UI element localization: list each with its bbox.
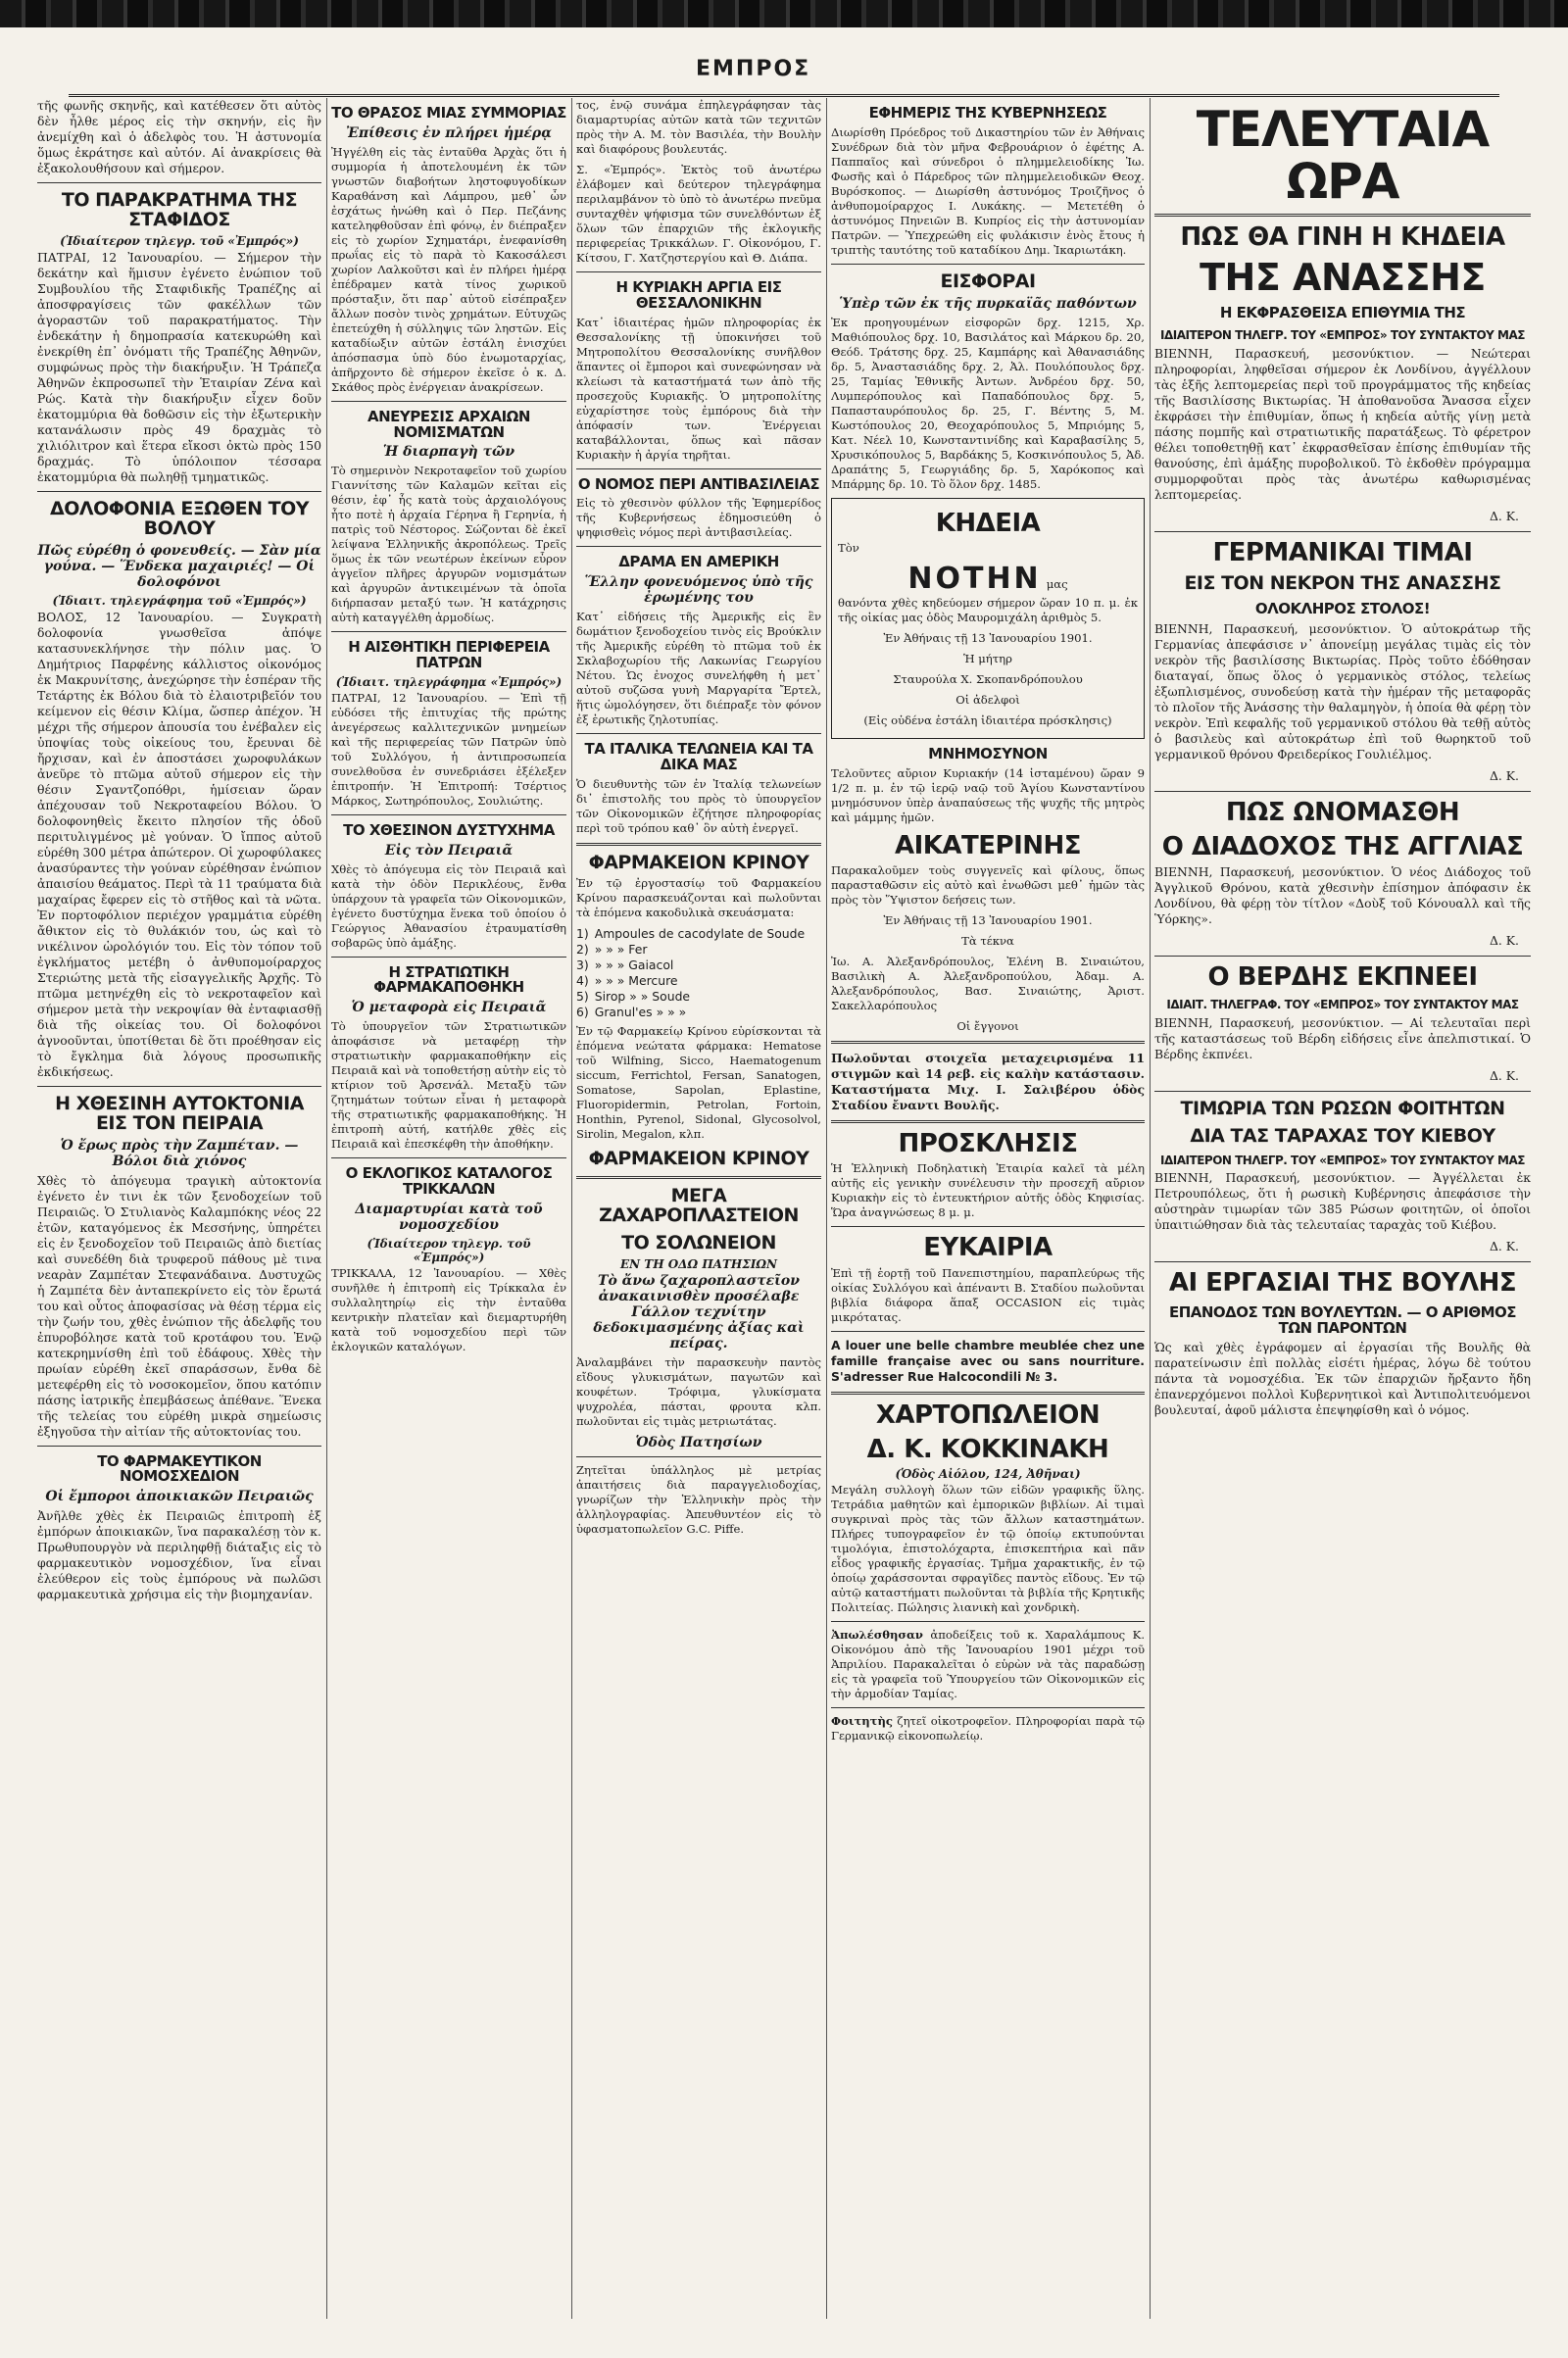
ad-confectionery-sub: Τὸ ἄνω ζαχαροπλαστεῖον ἀνακαινισθὲν προσέλαβε Γάλλον τεχνίτην δεδοκιμασμένης ἀξίας καὶ πείρας. (593, 1273, 805, 1352)
headline-invitation: ΠΡΟΣΚΛΗΣΙΣ (898, 1129, 1078, 1159)
divider (331, 401, 566, 402)
list-item-text: » » » Mercure (594, 973, 678, 989)
ad-pharmacy-list-item (576, 973, 821, 989)
divider (1154, 214, 1531, 217)
divider (576, 271, 821, 272)
column-5 (1154, 98, 1531, 2319)
telegram-tag: (Ἰδιαίτερον τηλεγρ. τοῦ «Ἐμπρός») (60, 233, 299, 248)
ad-stationery-body: Μεγάλη συλλογὴ ὅλων τῶν εἰδῶν γραφικῆς ὕλης. Τετράδια μαθητῶν καὶ ἐμπορικῶν βιβλίων. Αἱ τιμαὶ συγκριναὶ πρὸς τὰς τῶν ἄλλων καταστημάτων. Πλήρες τυπογραφεῖον ἐν τῷ ὁποίῳ εκτυπούνται τιμολόγια, ἐπιστολόχαρτα, ἐπισκεπτήρια καὶ πᾶν εἶδος γραφικῆς ἐργασίας. Τμῆμα χαρακτικῆς, ἐν τῷ ὁποίῳ χαράσσονται σφραγῖδες παντὸς εἴδους. Ἐν τῷ αὐτῷ καταστήματι πωλοῦνται τὰ βιβλία τῆς Κρητικῆς Πολιτείας. Πώλησις λιανικὴ καὶ χονδρικὴ. (831, 1483, 1145, 1615)
article-body: Ὁ διευθυντὴς τῶν ἐν Ἰταλίᾳ τελωνείων δι᾽ ἐπιστολῆς του πρὸς τὸ ὑπουργεῖον τῶν Οἰκονομικῶν ἐζήτησε πληροφορίας περὶ τοῦ τρόπου καθ᾽ ὃν αὐτὴ ἐνεργεῖ. (576, 776, 821, 835)
telegram-tag: (Ἰδιαιτ. τηλεγράφημα «Ἐμπρός») (335, 674, 563, 689)
article-body: Ἐπὶ τῇ ἑορτῇ τοῦ Πανεπιστημίου, παραπλεύρως τῆς οἰκίας Συλλόγου καὶ ἀπέναντι Β. Σταδίου πωλοῦνται βιβλία διάφορα ἅπαξ OCCASION εἰς τιμὰς μικρότατας. (831, 1265, 1145, 1324)
headline-gang: ΤΟ ΘΡΑΣΟΣ ΜΙΑΣ ΣΥΜΜΟΡΙΑΣ (331, 104, 566, 122)
list-item-number: 4) (576, 973, 589, 989)
ad-pharmacy-list (576, 926, 821, 1020)
ad-confectionery-name: ΤΟ ΣΟΛΩΝΕΙΟΝ (621, 1232, 776, 1254)
article-body: ΠΑΤΡΑΙ, 12 Ἰανουαρίου. — Σήμερον τὴν δεκάτην καὶ ἥμισυν ἐγένετο ἐνώπιον τοῦ Συμβουλίου τῆς Σταφιδικῆς Τραπέζης αἱ ἀποσφραγίσεις τῶν φακέλλων τῶν ἀγοραστῶν τοῦ παρακρατήματος. Τὴν ἐνδεκάτην ἡ δημοπρασία κατεκυρώθη καὶ ἐνεκρίθη ἐπ᾽ ὀνόματι τῆς Τραπέζης Ἀθηνῶν, συμφώνως πρὸς τὴν διακήρυξιν. Ἡ Τράπεζα Ἀθηνῶν ἐκπροσωπεῖ τὴν Ἑταιρίαν Ζένα καὶ Ρώς. Κατὰ τὴν διακήρυξιν εἶχεν δοῦν ἑκατομμύρια θὰ δοθῶσιν εἰς τὴν ἐξωτερικὴν κατανάλωσιν πρὸς 49 δραχμὰς τὸ χιλιόλιτρον καὶ ἕτερα εἴκοσι ὀκτὼ πρὸς 150 δραχμάς. Τὸ ὑπόλοιπον τέσσαρα ἑκατομμύρια θὰ πωληθῇ τμηματικῶς. (37, 249, 321, 484)
article-body: Ἀνῆλθε χθὲς ἐκ Πειραιῶς ἐπιτροπὴ ἐξ ἐμπόρων ἀποικιακῶν, ἵνα παρακαλέσῃ τὸν κ. Πρωθυπουργὸν νὰ περιληφθῇ διάταξις εἰς τὸ φαρμακευτικὸν νομοσχέδιον, ἵνα εἶναι ἐλεύθερον εἰς τοὺς ἐμπόρους νὰ πωλῶσι φαρμακευτικὰ χρήσιμα εἰς τὴν βιομηχανίαν. (37, 1508, 321, 1602)
divider (831, 1392, 1145, 1395)
column-1 (37, 98, 321, 2319)
memorial-date: Ἐν Ἀθήναις τῇ 13 Ἰανουαρίου 1901. (883, 913, 1093, 928)
subheadline: Ὑπὲρ τῶν ἐκ τῆς πυρκαϊᾶς παθόντων (839, 295, 1137, 312)
subheadline: Οἱ ἔμποροι ἀποικιακῶν Πειραιῶς (45, 1489, 314, 1505)
memorial-name: ΑΙΚΑΤΕΡΙΝΗΣ (894, 830, 1082, 860)
article-body: Διωρίσθη Πρόεδρος τοῦ Δικαστηρίου τῶν ἐν Ἀθήναις Συνέδρων διὰ τὸν μῆνα Φεβρουάριον ὁ ἐφέτης Α. Παππαῖος καὶ σύνεδροι ὁ πλημμελειοδίκης Ἰω. Φωσῆς καὶ ὁ Πάρεδρος τῶν πλημμελειοδικῶν Θεοχ. Βυρόσκοπος. — Διωρίσθη ἀστυνόμος Τροιζῆνος ὁ ἀνθυπομοίραρχος Ι. Λυκάκης. — Μετετέθη ὁ ἀστυνόμος Πηνειῶν Β. Κυπρίος εἰς τὴν ἀστυνομίαν Πατρῶν. — Ὑπεχρεώθη εἰς φυλάκισιν ἑνὸς ἔτους ἡ τριπτὴς ταυτότης τοῦ καταδίκου Δημ. Ἰκαριωτάκη. (831, 124, 1145, 257)
article-body: ΒΙΕΝΝΗ, Παρασκευή, μεσονύκτιον. — Ἀγγέλλεται ἐκ Πετρουπόλεως, ὅτι ἡ ρωσικὴ Κυβέρνησις ἀπεφάσισε τὴν αὐστηρὰν τιμωρίαν τῶν 385 Ρώσων φοιτητῶν, οἱ ὁποῖοι ὑπαιτιώθησαν διὰ τὰς τελευταίας ταραχὰς τοῦ Κιέβου. (1154, 1170, 1531, 1233)
headline-russian-students: ΤΙΜΩΡΙΑ ΤΩΝ ΡΩΣΩΝ ΦΟΙΤΗΤΩΝ (1180, 1098, 1505, 1119)
headline-opportunity: ΕΥΚΑΙΡΙΑ (923, 1233, 1053, 1263)
divider (831, 1621, 1145, 1622)
funeral-name-line (838, 562, 1138, 596)
headline-german-honours: ΓΕΡΜΑΝΙΚΑΙ ΤΙΜΑΙ (1212, 537, 1473, 567)
article-body: ΒΙΕΝΝΗ, Παρασκευή, μεσονύκτιον. Ὁ νέος Διάδοχος τοῦ Ἀγγλικοῦ Θρόνου, κατὰ χθεσινὴν ἐπίσημον ἀπόφασιν ἐκ Λονδίνου, θὰ φέρῃ τὸν τίτλον «Δοὺξ τοῦ Κόνουαλλ καὶ τῆς Ὑόρκης». (1154, 864, 1531, 927)
funeral-signer-2: Οἱ ἀδελφοὶ (956, 692, 1020, 707)
memorial-body-2: Παρακαλοῦμεν τοὺς συγγενεῖς καὶ φίλους, ὅπως παρασταθῶσιν εἰς αὐτὸ καὶ ἑνωθῶσι μεθ᾽ ἡμῶν τὰς πρὸς τὸν Ὕψιστον δεήσεις των. (831, 863, 1145, 908)
list-item-number: 6) (576, 1005, 589, 1020)
article-body: ΒΟΛΟΣ, 12 Ἰανουαρίου. — Συγκρατὴ δολοφονία γνωσθεῖσα ἀπόψε κατασυνεκλήνησε τὴν πόλιν μας. Ὁ Δημήτριος Παρφένης κάλλιστος οἰκονόμος ἐκ Μακρυνίτσης, ἀνεχώρησε τὴν ἑσπέραν τῆς Τετάρτης ἐκ Βόλου διὰ τὸ ἐλαιοτριβεῖόν του κείμενον εἰς θέσιν Κλίμα, ὥσπερ ἀπέχον. Ἡ μέχρι τῆς σήμερον ἀπουσία του ἐνέβαλεν εἰς ὑποψίας τοὺς οἰκείους του, ἔρευναι δὲ ἤρχισαν, καὶ ἐν ἀποστάσει χωροφυλάκων ἀνεῦρε τὸ πτῶμα αὐτοῦ σήμερον εἰς τὴν θέσιν Σγαντζοπόθρι, ἡμίσειαν ὥραν ἀπέχουσαν τοῦ Νεκροταφείου Βόλου. Ὁ δολοφονηθεὶς ἔκειτο πλησίον τῆς ὁδοῦ περιτυλιγμένος μὲ γούναν. Ὁ ἴππος αὐτοῦ εὑρέθη 300 μέτρα ἀπώτερον. Οἱ χωροφύλακες ἀνασύραντες τὴν γούναν εὑρέθησαν ἐνώπιον ἀπαισίου θεάματος. Περὶ τὰ 11 τραύματα διὰ μαχαίρας ἔφερεν εἰς τὸ στῆθος καὶ τὰ νῶτα. Ἐν πορτοφόλιον περιέχον γραμμάτια εὑρέθη ἄθικτον εἰς τὸ θυλάκιόν του, ὡς καὶ τὸ νικέλινον ὡρολόγιόν του. Εἰς τὸν τόπον τοῦ ἐγκλήματος μετέβη ὁ ἀνθυπομοίραρχος Στεριώτης μετὰ τῆς εἰσαγγελικῆς Ἀρχῆς. Τὸ πτῶμα μετηνέχθη εἰς τὸ νεκροταφεῖον καὶ σήμερον μετὰ τὴν νεκροψίαν θὰ ἐνταφιασθῇ διὰ τῆς οἰκείας του. Οἱ δολοφόνοι ἀγνοοῦνται, ὑποτίθεται δὲ ὅτι προέθησαν εἰς τὸ ἔγκλημα διὰ λόγους προσωπικῆς ἐκδικήσεως. (37, 609, 321, 1079)
classified-lost-lead: Ἀπωλέσθησαν (831, 1628, 923, 1643)
ad-confectionery-title: ΜΕΓΑ ΖΑΧΑΡΟΠΛΑΣΤΕΙΟΝ (599, 1185, 799, 1227)
signature: Δ. Κ. (1489, 767, 1519, 783)
article-body: Χθὲς τὸ ἀπόγευμα εἰς τὸν Πειραιᾶ καὶ κατὰ τὴν ὁδὸν Περικλέους, ἔνθα ὑπάρχουν τὰ γραφεῖα τῶν Οἰκονομικῶν, ἐγένετο δυστύχημα ἕνεκα τοῦ ὁποίου ὁ Γεώργιος Ἀθανασίου ἐτραυματίσθη σοβαρῶς ὑπὸ ἁμάξης. (331, 861, 566, 950)
subheadline: Διαμαρτυρίαι κατὰ τοῦ νομοσχεδίου (355, 1201, 543, 1233)
divider (1154, 1261, 1531, 1262)
divider (831, 1331, 1145, 1332)
headline-funeral-how: ΠΩΣ ΘΑ ΓΙΝΗ Η ΚΗΔΕΙΑ (1180, 222, 1505, 252)
divider (1154, 791, 1531, 792)
funeral-title: ΚΗΔΕΙΑ (935, 508, 1041, 538)
headline-pharma-bill: ΤΟ ΦΑΡΜΑΚΕΥΤΙΚΟΝ ΝΟΜΟΣΧΕΔΙΟΝ (97, 1451, 262, 1486)
list-item-number: 3) (576, 958, 589, 973)
list-item-text: » » » Fer (594, 942, 648, 958)
ad-pharmacy-body: Ἐν τῷ ἐργοστασίῳ τοῦ Φαρμακείου Κρίνου παρασκευάζονται καὶ πωλοῦνται τὰ ἑπόμενα κακοδυλικὰ σκευάσματα: (576, 876, 821, 920)
headline-trikala: Ο ΕΚΛΟΓΙΚΟΣ ΚΑΤΑΛΟΓΟΣ ΤΡΙΚΚΑΛΩΝ (345, 1164, 553, 1198)
funeral-pre: Τὸν (838, 540, 859, 555)
funeral-name-tail: μας (1046, 576, 1068, 591)
memorial-grandchildren: Οἱ ἔγγονοι (956, 1019, 1019, 1034)
telegram-tag: ΙΔΙΑΙΤΕΡΟΝ ΤΗΛΕΓΡ. ΤΟΥ «ΕΜΠΡΟΣ» ΤΟΥ ΣΥΝΤΑΚΤΟΥ ΜΑΣ (1160, 1153, 1525, 1167)
column-4 (831, 98, 1145, 2319)
column-rule (1150, 98, 1151, 2319)
article-body: Τὸ σημερινὸν Νεκροταφεῖον τοῦ χωρίου Γιαννίτσης τῶν Καλαμῶν κεῖται εἰς θέσιν, ἐφ᾽ ἧς κατὰ τοὺς ἀρχαιολόγους ἦτο ποτὲ ἡ ἀρχαία Γέρηνα ἢ Γερηνία, ἡ πατρὶς τοῦ Νέστορος. Σώζονται δὲ ἐκεῖ λείψανα Ἑλληνικῆς ἀκροπόλεως. Τρεῖς ὅμως ἐκ τῶν νεωτέρων ἐκείνων εὗρον ἀγγεῖον πλῆρες ἀργυρῶν νομισμάτων καὶ ἀργυρῶν ἀντικειμένων τὰ ὁποῖα διήρπασαν μεταξύ των. Ἡ κατάχρησις αὐτὴ καταγγέλθη ἀρμοδίως. (331, 464, 566, 625)
column-rule (826, 98, 827, 2319)
classified-lost (831, 1628, 1145, 1701)
divider (1154, 1091, 1531, 1092)
ad-stationery-address: (Ὁδὸς Αἰόλου, 124, Ἀθῆναι) (895, 1467, 1081, 1482)
subheadline: ΟΛΟΚΛΗΡΟΣ ΣΤΟΛΟΣ! (1254, 599, 1431, 617)
divider (1154, 531, 1531, 532)
ad-stationery-name: Δ. Κ. ΚΟΚΚΙΝΑΚΗ (866, 1434, 1109, 1464)
ad-pharmacy-list-item (576, 942, 821, 958)
ad-confectionery-address: ΕΝ ΤΗ ΟΔΩ ΠΑΤΗΣΙΩΝ (619, 1257, 778, 1272)
headline-queen: ΤΗΣ ΑΝΑΣΣΗΣ (1200, 256, 1486, 300)
funeral-note: (Εἰς οὐδένα ἐστάλη ἰδιαιτέρα πρόσκλησις) (863, 712, 1112, 727)
list-item-number: 2) (576, 942, 589, 958)
column-rule (326, 98, 327, 2319)
telegram-tag: ΙΔΙΑΙΤ. ΤΗΛΕΓΡΑΦ. ΤΟΥ «ΕΜΠΡΟΣ» ΤΟΥ ΣΥΝΤΑΚΤΟΥ ΜΑΣ (1166, 998, 1519, 1012)
divider (331, 957, 566, 958)
signature: Δ. Κ. (1489, 1068, 1519, 1083)
funeral-name: ΝΟΤΗΝ (907, 561, 1042, 596)
article-body: ΒΙΕΝΝΗ, Παρασκευή, μεσονύκτιον. Ὁ αὐτοκράτωρ τῆς Γερμανίας ἀπεφάσισε ν᾽ ἀπονείμῃ μεγάλας τιμὰς εἰς τὸν νεκρὸν τῆς βασιλίσσης Βικτωρίας. Πρὸς τοῦτο ἐδόθησαν διαταγαί, ὅπως ὅλος ὁ γερμανικὸς στόλος, τελείως ἐξωπλισμένος, συνοδεύσῃ κατὰ τὴν ἡμέραν τῆς μεταφορᾶς τὸ πλοῖον τῆς Ἀνάσσης τὴν θαλαμηγὸν, ἡ ὁποία θὰ φέρῃ τὸν νεκρὸν. Ἐπὶ κεφαλῆς τοῦ γερμανικοῦ στόλου θὰ τεθῇ αὐτὸς ὁ βασιλεὺς καὶ αὐτοκράτωρ ἐπὶ τοῦ θωρηκτοῦ τοῦ γερμανικοῦ θρόνου Φρειδερίκος Γουλιέλμος. (1154, 620, 1531, 761)
subheadline: Πῶς εὑρέθη ὁ φονευθείς. — Σὰν μία γούνα. — Ἕνδεκα μαχαιριές! — Οἱ δολοφόνοι (37, 542, 321, 590)
list-item-text: » » » Gaiacol (594, 958, 674, 973)
headline-stafis: ΤΟ ΠΑΡΑΚΡΑΤΗΜΑ ΤΗΣ ΣΤΑΦΙΔΟΣ (61, 189, 298, 230)
ad-pharmacy-title: ΦΑΡΜΑΚΕΙΟΝ ΚΡΙΝΟΥ (588, 851, 809, 873)
subheadline: ΕΠΑΝΟΔΟΣ ΤΩΝ ΒΟΥΛΕΥΤΩΝ. — Ο ΑΡΙΘΜΟΣ ΤΩΝ ΠΑΡΟΝΤΩΝ (1168, 1302, 1517, 1337)
ad-confectionery-body: Ἀναλαμβάνει τὴν παρασκευὴν παντὸς εἴδους γλυκισμάτων, παγωτῶν καὶ κουφέτων. Τρόφιμα, γλυκίσματα ψυχρολέα, πάσται, φρουτα κλπ. πωλοῦνται εἰς τιμὰς μετριωτάτας. (576, 1355, 821, 1429)
subheadline: Ὁ μεταφορὰ εἰς Πειραιᾶ (351, 1000, 547, 1015)
subheadline: Ἡ διαρπαγὴ τῶν (382, 444, 515, 461)
headline-volos-murder: ΔΟΛΟΦΟΝΙΑ ΕΞΩΘΕΝ ΤΟΥ ΒΟΛΟΥ (50, 497, 309, 539)
column-2 (331, 98, 566, 2319)
list-item-number: 1) (576, 926, 589, 942)
article-note: Σ. «Ἐμπρός». Ἐκτὸς τοῦ ἀνωτέρω ἐλάβομεν καὶ δεύτερον τηλεγράφημα περιλαμβάνον τὸ ὑπὸ τὸ ἀνωτέρω πνεῦμα συνταχθὲν ψήφισμα τῶν συνελθόντων ἐξ ὅλων τῶν ἐπαρχιῶν τῆς ἐκλογικῆς περιφερείας Τρικκάλων. Γ. Οἰκονόμου, Γ. Κίτσου, Γ. Χατζηστεργίου καὶ Θ. Διάπα. (576, 163, 821, 265)
column-3 (576, 98, 821, 2319)
funeral-signer: Σταυρούλα Χ. Σκοπανδρόπουλου (893, 671, 1083, 686)
headline-customs: ΤΑ ΙΤΑΛΙΚΑ ΤΕΛΩΝΕΙΑ ΚΑΙ ΤΑ ΔΙΚΑ ΜΑΣ (584, 740, 813, 773)
divider (831, 1041, 1145, 1044)
ad-pharmacy-list-item (576, 1005, 821, 1020)
divider (331, 1157, 566, 1158)
subheadline: Εἰς τὸν Πειραιᾶ (384, 842, 514, 859)
divider (37, 491, 321, 492)
article-body: Χθὲς τὸ ἀπόγευμα τραγικὴ αὐτοκτονία ἐγένετο ἐν τινι ἐκ τῶν ξενοδοχείων τοῦ Πειραιῶς. Ὁ Στυλιανὸς Καλαμπόκης νέος 22 ἐτῶν, καταγόμενος ἐκ Μεσσήνης, ὑπηρέτει εἰς ἐν ξενοδοχεῖον τοῦ Πειραιῶς ἀπὸ διετίας καὶ συνεδέθη διὰ τρυφεροῦ πάθους μὲ τινα νεαρὰν Ζαμπέταν Στεφανάδαινα. Δυστυχῶς ἡ Ζαμπέτα δὲν ἀνταπεκρίνετο εἰς τὸν ἔρωτά του καὶ οὗτος ἀποφασίσας νὰ θέσῃ τέρμα εἰς τὴν ζωήν του, χθὲς ἐνώπιον τῆς ἀδελφῆς του ἐπυροβόλησε κατὰ τοῦ κροτάφου του. Ἐνῷ κατεκρημνίσθη ἐπὶ τοῦ ἐδάφους. Χθὲς τὴν πρωίαν εὑρέθη ἐκεῖ σπαράσσων, ἔνθα δὲ μετεφέρθη εἰς τὸ νοσοκομεῖον, ὅπου κατόπιν πάσης ἰατρικῆς ἐπεμβάσεως ἀπέθανε. Ἕνεκα τῆς τελείας του εὑρέθη μικρὰ σημείωσις ἐξηγοῦσα τὴν αἰτίαν τῆς αὐτοκτονίας του. (37, 1172, 321, 1439)
signature: Δ. Κ. (1489, 933, 1519, 949)
telegram-tag: (Ἰδιαιτ. τηλεγράφημα τοῦ «Ἐμπρός») (52, 593, 307, 608)
headline-heir-named-2: Ο ΔΙΑΔΟΧΟΣ ΤΗΣ ΑΓΓΛΙΑΣ (1161, 831, 1524, 861)
article-body: ΒΙΕΝΝΗ, Παρασκευή, μεσονύκτιον. — Αἱ τελευταῖαι περὶ τῆς καταστάσεως τοῦ Βέρδη εἰδήσεις εἶνε ἀπελπιστικαί. Ὁ Βέρδης ἐκπνέει. (1154, 1015, 1531, 1061)
memorial-names: Ἰω. Α. Ἀλεξανδρόπουλος, Ἐλένη Β. Σιναιώτου, Βασιλικὴ Α. Ἀλεξανδροπούλου, Ἀδαμ. Α. Ἀλεξανδρόπουλος, Βασ. Σιναιώτης, Ἀριστ. Σακελλαρόπουλος (831, 955, 1145, 1013)
article-continuation: τῆς φωνῆς σκηνῆς, καὶ κατέθεσεν ὅτι αὐτὸς δὲν ἦλθε μέρος εἰς τὴν σκηνήν, εἰς ἣν ἀνεμίχθη καὶ ὁ ἀδελφὸς του. Ἡ ἀστυνομία ὅμως ἐκράτησε καὶ αὐτόν. Αἱ ἀνακρίσεις θὰ ἐξακολουθήσουν καὶ σήμερον. (37, 98, 321, 175)
funeral-notice (831, 498, 1145, 739)
article-body: Ὡς καὶ χθὲς ἐγράφομεν αἱ ἐργασίαι τῆς Βουλῆς θὰ παρατείνωσιν ἐπὶ πολλὰς εἰσέτι ἡμέρας, λόγω δὲ τούτου πάντα τὰ νομοσχέδια. Ἐκ τῶν ἐπαρχιῶν ἤρξαντο ἤδη ἐπανερχόμενοι πολλοὶ Κυβερνητικοὶ καὶ Ἀντιπολιτευόμενοι βουλευταί, ἀφοῦ μάλιστα ἐπεψηφίσθη καὶ ὁ νόμος. (1154, 1340, 1531, 1418)
divider (576, 1456, 821, 1457)
list-item-number: 5) (576, 989, 589, 1005)
ad-pharmacy-list-item (576, 989, 821, 1005)
headline-last-hour: ΤΕΛΕΥΤΑΙΑ ΩΡΑ (1196, 101, 1490, 210)
headline-piraeus-suicide: Η ΧΘΕΣΙΝΗ ΑΥΤΟΚΤΟΝΙΑ ΕΙΣ ΤΟΝ ΠΕΙΡΑΙΑ (55, 1092, 304, 1134)
masthead (0, 55, 1568, 86)
article-body: ΠΑΤΡΑΙ, 12 Ἰανουαρίου. — Ἐπὶ τῇ εὐδόσει τῆς ἐπιτυχίας τῆς πρώτης ἀνεγέρσεως καλλιτεχνικῶν μνημείων καὶ τῆς περιφερείας τῶν Πατρῶν ὑπὸ τοῦ Συλλόγου, ἡ ἀντιπροσωπεία συνελθοῦσα ἐν συνεδριάσει ἐξέλεξεν ἐπιτροπήν. Ἡ Ἐπιτροπή: Τσέρτιος Μάρκος, Σωτηρόπουλος, Σουλιώτης. (331, 690, 566, 808)
memorial-body: Τελοῦντες αὔριον Κυριακήν (14 ἰσταμένου) ὥραν 9 1/2 π. μ. ἐν τῷ ἱερῷ ναῷ τοῦ Ἁγίου Κωνσταντίνου μνημόσυνον ὑπὲρ ἀναπαύσεως τῆς ψυχῆς τῆς μητρὸς καὶ μάμμης ἡμῶν. (831, 765, 1145, 824)
divider (576, 733, 821, 734)
headline-accident: ΤΟ ΧΘΕΣΙΝΟΝ ΔΥΣΤΥΧΗΜΑ (343, 820, 555, 839)
divider (576, 468, 821, 469)
funeral-signer-role: Ἡ μήτηρ (963, 651, 1012, 665)
headline-coins: ΑΝΕΥΡΕΣΙΣ ΑΡΧΑΙΩΝ ΝΟΜΙΣΜΑΤΩΝ (368, 407, 530, 441)
subheadline: Ἕλλην φονευόμενος ὑπὸ τῆς ἐρωμένης του (584, 574, 813, 606)
headline-russian-students-2: ΔΙΑ ΤΑΣ ΤΑΡΑΧΑΣ ΤΟΥ ΚΙΕΒΟΥ (1190, 1124, 1495, 1147)
article-body: ΤΡΙΚΚΑΛΑ, 12 Ἰανουαρίου. — Χθὲς συνῆλθε ἡ ἐπιτροπὴ εἰς Τρίκκαλα ἐν συλλαλητηρίῳ εἰς τὴν ἐνταῦθα κεντρικὴν πλατεῖαν καὶ διεμαρτυρήθη κατὰ τοῦ νομοσχεδίου περὶ τῶν ἐκλογικῶν καταλόγων. (331, 1265, 566, 1353)
divider (37, 1086, 321, 1087)
subheadline: Ἐπίθεσις ἐν πλήρει ἡμέρᾳ (345, 124, 553, 141)
ad-pharmacy-list-item (576, 926, 821, 942)
memorial-title: ΜΝΗΜΟΣΥΝΟΝ (928, 744, 1048, 762)
masthead-title: ΕΜΠΡΟΣ (696, 57, 811, 81)
scan-top-edge (0, 0, 1568, 27)
classified-student (831, 1714, 1145, 1744)
article-body: Ἐκ προηγουμένων εἰσφορῶν δρχ. 1215, Χρ. Μαθιόπουλος δρχ. 10, Βασιλάτος καὶ Μάρκου δρ. 20, Θεόδ. Τράτσης δρχ. 25, Καμπάρης καὶ Ἀθανασιάδης δρ. 5, Ἀναστασιάδης δρχ. 2, Ἀλ. Πουλόπουλος δρχ. 25, Ταμίας Ἐθνικῆς Ἀντων. Ἀνδρέου δρχ. 50, Λυμπερόπουλος καὶ Παπαδόπουλος δρχ. 5, Παπασταυρόπουλος δρ. 25, Γ. Βέντης 5, Μ. Κωστόπουλος 20, Θεοχαρόπουλος 5, Μπριόμης 5, Κατ. Νέελ 10, Κωνσταντινίδης καὶ Καραβασίλης 5, Χρυσικόπουλος 5, Βαρδάκης 5, Κοσκινόπουλος 5, Ἀδ. Δραπάτης 5, Γεωργιάδης δρ. 5, Χαρόκοπος καὶ Μπάρμης δρ. 10. Τὸ ὅλον δρχ. 1485. (831, 315, 1145, 491)
ad-pharmacy-list-item (576, 958, 821, 973)
divider (37, 1446, 321, 1447)
column-rule (571, 98, 572, 2319)
ad-pharmacy-title-2: ΦΑΡΜΑΚΕΙΟΝ ΚΡΙΝΟΥ (588, 1148, 809, 1170)
ad-stationery-title: ΧΑΡΤΟΠΩΛΕΙΟΝ (875, 1400, 1101, 1430)
ad-pharmacy-body2: Ἐν τῷ Φαρμακείῳ Κρίνου εὑρίσκονται τὰ ἑπόμενα νεώτατα φάρμακα: Hematose τοῦ Wilfning, Sicco, Haematogenum siccum, Ferrichtol, Fersan, Sanatogen, Somatose, Sapolan, Eplastine, Fluoropidermin, Petrolan, Fortoin, Honthin, Pyrenol, Sidonal, Glycosolvol, Sirolin, Megalon, κλπ. (576, 1024, 821, 1142)
headline-military-pharmacy: Η ΣΤΡΑΤΙΩΤΙΚΗ ΦΑΡΜΑΚΑΠΟΘΗΚΗ (373, 962, 524, 997)
divider (831, 1120, 1145, 1123)
article-body: Εἰς τὸ χθεσινὸν φύλλον τῆς Ἐφημερίδος τῆς Κυβερνήσεως ἐδημοσιεύθη ὁ ψηφισθεὶς νόμος περὶ ἀντιβασιλείας. (576, 496, 821, 540)
divider (37, 182, 321, 183)
telegram-tag: ΙΔΙΑΙΤΕΡΟΝ ΤΗΛΕΓΡ. ΤΟΥ «ΕΜΠΡΟΣ» ΤΟΥ ΣΥΝΤΑΚΤΟΥ ΜΑΣ (1160, 327, 1525, 342)
funeral-body: θανόντα χθὲς κηδεύομεν σήμερον ὥραν 10 π. μ. ἐκ τῆς οἰκίας μας ὁδὸς Μαυρομιχάλη ἀριθμὸς 5. (838, 595, 1138, 624)
divider (576, 843, 821, 846)
headline-verdi: Ο ΒΕΡΔΗΣ ΕΚΠΝΕΕΙ (1207, 962, 1478, 993)
headline-gov-gazette: ΕΦΗΜΕΡΙΣ ΤΗΣ ΚΥΒΕΡΝΗΣΕΩΣ (868, 104, 1107, 122)
article-body: Ἠγγέλθη εἰς τὰς ἐνταῦθα Ἀρχὰς ὅτι ἡ συμμορία ἡ ἀποτελουμένη ἐκ τῶν γνωστῶν διαβοήτων ληστοφυγοδίκων Καραθάνση καὶ Λάμπρου, μεθ᾽ ὧν ἐσχάτως ἡνώθη καὶ ὁ Περ. Πεζάνης κατεληφθοῦσαν ἐπὶ φόνῳ, ἐν διέπραξεν εἰς τὸ χωρίον Σχηματάρι, ἐνεφανίσθη πρωΐας εἰς τὸ παρὰ τὸ Κακοσάλεσι χωρίον Λαλκοῦτσι καὶ ἐν πλήρει ἡμέρᾳ ἐπέδραμεν κατὰ τίνος χωρικοῦ πρόσταξιν, ὅτι παρ᾽ αὐτοῦ εἰσέπραξεν ἄλλων ποσὸν τινὸς χρημάτων. Εὐτυχῶς ἐπετεύχθη ἡ σύλληψις τῶν ληστῶν. Εἰς καταδίωξιν αὐτῶν ἐστάλη ἐνισχύει ἀπόσπασμα ὑπὸ δύο ἐνωμοταρχίας, ἀπῆρχοντο δὲ σήμερον ἐκεῖσε ὁ κ. Δ. Σκάθος πρὸς ἐνέργειαν ἀνακρίσεων. (331, 144, 566, 394)
divider (1154, 956, 1531, 957)
ad-confectionery-street: Ὁδὸς Πατησίων (635, 1435, 762, 1451)
subheadline: Η ΕΚΦΡΑΣΘΕΙΣΑ ΕΠΙΘΥΜΙΑ ΤΗΣ (1219, 304, 1466, 322)
headline-sunday-rest: Η ΚΥΡΙΑΚΗ ΑΡΓΙΑ ΕΙΣ ΘΕΣΣΑΛΟΝΙΚΗΝ (615, 278, 782, 312)
ad-print-types: Πωλοῦνται στοιχεῖα μεταχειρισμένα 11 στιγμῶν καὶ 14 ρεβ. εἰς καλὴν κατάστασιν. Καταστήματα Μιχ. Ι. Σαλιβέρου ὁδὸς Σταδίου ἔναντι Βουλῆς. (831, 1051, 1145, 1113)
divider (831, 1707, 1145, 1708)
list-item-text: Granul'es » » » (594, 1005, 687, 1020)
headline-patras: Η ΑΙΣΘΗΤΙΚΗ ΠΕΡΙΦΕΡΕΙΑ ΠΑΤΡΩΝ (348, 638, 550, 671)
classified-lost-body: ἀποδείξεις τοῦ κ. Χαραλάμπους Κ. Οἰκονόμου ἀπὸ τῆς Ἰανουαρίου 1901 μέχρι τοῦ Ἀπριλίου. Παρακαλεῖται ὁ εὑρὼν νὰ τὰς παραδώσῃ εἰς τὰ γραφεῖα τοῦ Ὑπουργείου τῶν Οἰκονομικῶν εἰς τὴν ἁρμοδίαν Ταμίας. (831, 1628, 1145, 1701)
headline-heir-named: ΠΩΣ ΩΝΟΜΑΣΘΗ (1225, 797, 1460, 827)
divider (576, 546, 821, 547)
headline-parliament: ΑΙ ΕΡΓΑΣΙΑΙ ΤΗΣ ΒΟΥΛΗΣ (1168, 1268, 1517, 1299)
divider (831, 264, 1145, 265)
article-body: Τὸ ὑπουργεῖον τῶν Στρατιωτικῶν ἀποφάσισε νὰ μεταφέρῃ τὴν στρατιωτικὴν φαρμακαποθήκην εἰς Πειραιᾶ καὶ νὰ τοποθετήσῃ αὐτὴν εἰς τὸ κτίριον τοῦ Ἀρσενάλ. Μεταξὺ τῶν ζητημάτων τούτων εἶναι ἡ μεταφορὰ τῆς στρατιωτικῆς φαρμακαποθήκης. Ἡ ἐπιτροπὴ αὐτή, κατήλθε χθὲς εἰς Πειραιᾶ καὶ ἐπεσκέφθη τὴν ἀποθήκην. (331, 1019, 566, 1151)
classified-student-body: ζητεῖ οἰκοτροφεῖον. Πληροφορίαι παρὰ τῷ Γερμανικῷ εἰκονοπωλείῳ. (831, 1714, 1145, 1744)
masthead-rule (69, 94, 1499, 97)
article-body: Ἡ Ἑλληνικὴ Ποδηλατικὴ Ἑταιρία καλεῖ τὰ μέλη αὐτῆς εἰς γενικὴν συνέλευσιν τὴν προσεχῆ αὔριον Κυριακὴν εἰς τὸ ἐντευκτήριον αὐτῆς ὁδὸς Κηφισίας. Ὥρα ἀναγνώσεως 8 μ. μ. (831, 1161, 1145, 1220)
classified-wanted: Ζητεῖται ὑπάλληλος μὲ μετρίας ἀπαιτήσεις διὰ παραγγελιοδοχίας, γνωρίζων τὴν Ἑλληνικὴν πρὸς τὴν ἀλληλογραφίας. Ἀπευθυντέον εἰς τὸ ὑφασματοπωλεῖον G.C. Piffe. (576, 1463, 821, 1537)
article-continuation: τος, ἐνῷ συνάμα ἐπηλεγράφησαν τὰς διαμαρτυρίας αὐτῶν κατὰ τῶν τεχνιτῶν πρὸς τὴν Α. Μ. τὸν Βασιλέα, τὴν Βουλὴν καὶ διαφόρους βουλευτάς. (576, 98, 821, 156)
headline-america-drama: ΔΡΑΜΑ ΕΝ ΑΜΕΡΙΚΗ (618, 553, 779, 571)
list-item-text: Sirop » » Soude (594, 989, 691, 1005)
divider (331, 631, 566, 632)
divider (576, 1176, 821, 1179)
article-body: ΒΙΕΝΝΗ, Παρασκευή, μεσονύκτιον. — Νεώτεραι πληροφορίαι, ληφθεῖσαι σήμερον ἐκ Λονδίνου, ἀγγέλλουν τὰς ἑξῆς λεπτομερείας περὶ τοῦ προγράμματος τῆς κηδείας τῆς Βασιλίσσης Βικτωρίας. Ἡ ἀποθανοῦσα Ἄνασσα εἶχεν ἐκφράσει τὴν ἐπιθυμίαν, ὅπως ἡ κηδεία αὐτῆς γίνῃ μετὰ πάσης πομπῆς καὶ στρατιωτικῆς παρατάξεως. Τὸ φέρετρον θέλει τοποθετηθῇ κατ᾽ ἐκφρασθεῖσαν ἐπίσης ἐπιθυμίαν τῆς θανούσης, ἐπὶ ἁμάξης πυροβολικοῦ. Τὸ ἐκδοθὲν πρόγραμμα συμμορφοῦται πρὸς τὰς ἀνωτέρω καθωρισμένας λεπτομερείας. (1154, 345, 1531, 502)
signature: Δ. Κ. (1489, 508, 1519, 523)
headline-regency-law: Ο ΝΟΜΟΣ ΠΕΡΙ ΑΝΤΙΒΑΣΙΛΕΙΑΣ (577, 474, 820, 493)
telegram-tag: (Ἰδιαίτερον τηλεγρ. τοῦ «Ἐμπρός») (367, 1236, 531, 1264)
article-body: Κατ᾽ εἰδήσεις τῆς Ἀμερικῆς εἰς ἓν δωμάτιον ξενοδοχείου τινὸς εἰς Βρούκλιν τῆς Ἀμερικῆς εὑρέθη τὸ πτῶμα τοῦ ἐκ Σκλαβοχωρίου τῆς Λακωνίας Γεωργίου Νέτου. Ὡς ἐνοχος συνελήφθη ἡ μετ᾽ αὐτοῦ συζῶσα γυνὴ Μαργαρίτα Ἔρτελ, ἥτις ὡμολόγησεν, ὅτι διέπραξε τὸν φόνον ἐξ ἐρωτικῆς ζηλοτυπίας. (576, 610, 821, 726)
list-item-text: Ampoules de cacodylate de Soude (594, 926, 806, 942)
ad-french-room: A louer une belle chambre meublée chez une famille française avec ou sans nourriture. S'adresser Rue Halcocondili № 3. (831, 1337, 1145, 1384)
article-body: Κατ᾽ ἰδιαιτέρας ἡμῶν πληροφορίας ἐκ Θεσσαλονίκης τῇ ὑποκινήσει τοῦ Μητροπολίτου Θεσσαλονίκης συνῆλθον ἅπαντες οἱ ἔμποροι καὶ συνεφώνησαν νὰ κλείωσι τὰ καταστήματά των ἀπὸ τῆς προσεχοῦς Κυριακῆς. Ὁ μητροπολίτης εὐχαρίστησε τοὺς ἐμπόρους διὰ τὴν ἀπόφασίν των. Ἐνέργειαι καταβάλλονται, ὅπως καὶ πᾶσαν Κυριακὴν ἡ ἀργία τηρῆται. (576, 315, 821, 462)
signature: Δ. Κ. (1489, 1239, 1519, 1254)
funeral-date: Ἐν Ἀθήναις τῇ 13 Ἰανουαρίου 1901. (883, 630, 1093, 645)
memorial-children: Τὰ τέκνα (961, 934, 1014, 949)
headline-german-honours-2: ΕΙΣ ΤΟΝ ΝΕΚΡΟΝ ΤΗΣ ΑΝΑΣΣΗΣ (1184, 571, 1501, 594)
divider (831, 1226, 1145, 1227)
classified-student-lead: Φοιτητὴς (831, 1714, 893, 1729)
divider (331, 814, 566, 815)
headline-contributions: ΕΙΣΦΟΡΑΙ (940, 270, 1036, 292)
subheadline: Ὁ ἔρως πρὸς τὴν Ζαμπέταν. — Βόλοι διὰ χιόνος (60, 1137, 299, 1169)
